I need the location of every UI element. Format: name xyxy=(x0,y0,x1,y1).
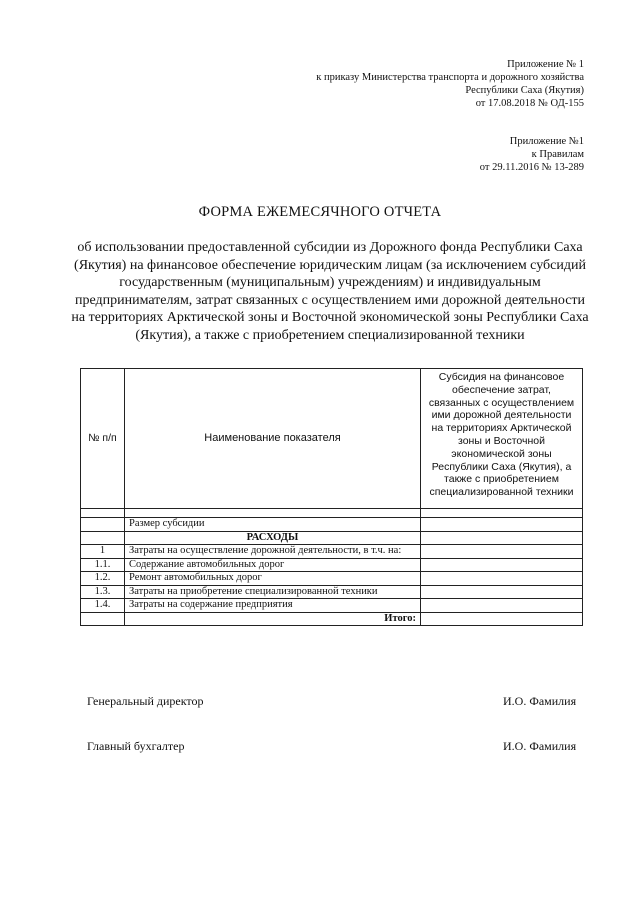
document-title: ФОРМА ЕЖЕМЕСЯЧНОГО ОТЧЕТА xyxy=(198,204,442,220)
row-num: 1.3. xyxy=(81,585,125,599)
table-row xyxy=(81,531,583,545)
annex-1-line: к приказу Министерства транспорта и дорожного хозяйства xyxy=(316,72,584,83)
table-header-row xyxy=(81,369,583,509)
row-num: 1 xyxy=(81,545,125,559)
row-name: Затраты на осуществление дорожной деятельности, в т.ч. на: xyxy=(125,545,421,559)
annex-2-line: от 29.11.2016 № 13-289 xyxy=(479,162,584,173)
annex-2-header xyxy=(480,135,584,174)
header-name: Наименование показателя xyxy=(125,369,421,509)
director-name: И.О. Фамилия xyxy=(503,694,577,708)
total-label: Итого: xyxy=(125,612,421,626)
annex-1-line: от 17.08.2018 № ОД-155 xyxy=(475,98,584,109)
table-row xyxy=(81,558,583,572)
table-row xyxy=(81,585,583,599)
annex-1-line: Республики Саха (Якутия) xyxy=(465,85,584,96)
row-name: Ремонт автомобильных дорог xyxy=(125,572,421,586)
table-row xyxy=(81,518,583,532)
annex-2-line: Приложение №1 xyxy=(509,136,584,147)
document-subtitle: об использовании предоставленной субсидии из Дорожного фонда Республики Саха (Якутия) на финансовое обеспечение юридическим лицам (за исключением субсидий государственным (муниципальным) учреждениям) и индивидуальным предпринимателям, затрат связанных с осуществлением ими дорожной деятельности на территориях Арктической зоны и Восточной экономической зоны Республики Саха (Якутия), а также с приобретением специализированной техники xyxy=(71,240,589,343)
table-total-row xyxy=(81,612,583,626)
report-table xyxy=(80,368,583,626)
row-name: Содержание автомобильных дорог xyxy=(125,558,421,572)
annex-2-line: к Правилам xyxy=(531,149,584,160)
row-name: Затраты на приобретение специализированной техники xyxy=(125,585,421,599)
table-row xyxy=(81,572,583,586)
header-num: № п/п xyxy=(81,369,125,509)
director-title: Генеральный директор xyxy=(87,694,204,708)
row-num: 1.1. xyxy=(81,558,125,572)
row-expenses-heading: РАСХОДЫ xyxy=(125,531,421,545)
annex-1-line: Приложение № 1 xyxy=(507,59,584,70)
row-subsidy-size: Размер субсидии xyxy=(125,518,421,532)
accountant-title: Главный бухгалтер xyxy=(87,739,185,753)
row-num: 1.4. xyxy=(81,599,125,613)
annex-1-header xyxy=(316,58,584,110)
header-subsidy: Субсидия на финансовое обеспечение затрат, связанных с осуществлением ими дорожной деятельности на территориях Арктической зоны и Восточной экономической зоны Республики Саха (Якутия), а также с приобретением специализированной техники xyxy=(421,369,583,509)
table-row xyxy=(81,545,583,559)
table-row xyxy=(81,599,583,613)
accountant-name: И.О. Фамилия xyxy=(503,739,577,753)
table-row xyxy=(81,509,583,518)
row-num: 1.2. xyxy=(81,572,125,586)
row-name: Затраты на содержание предприятия xyxy=(125,599,421,613)
